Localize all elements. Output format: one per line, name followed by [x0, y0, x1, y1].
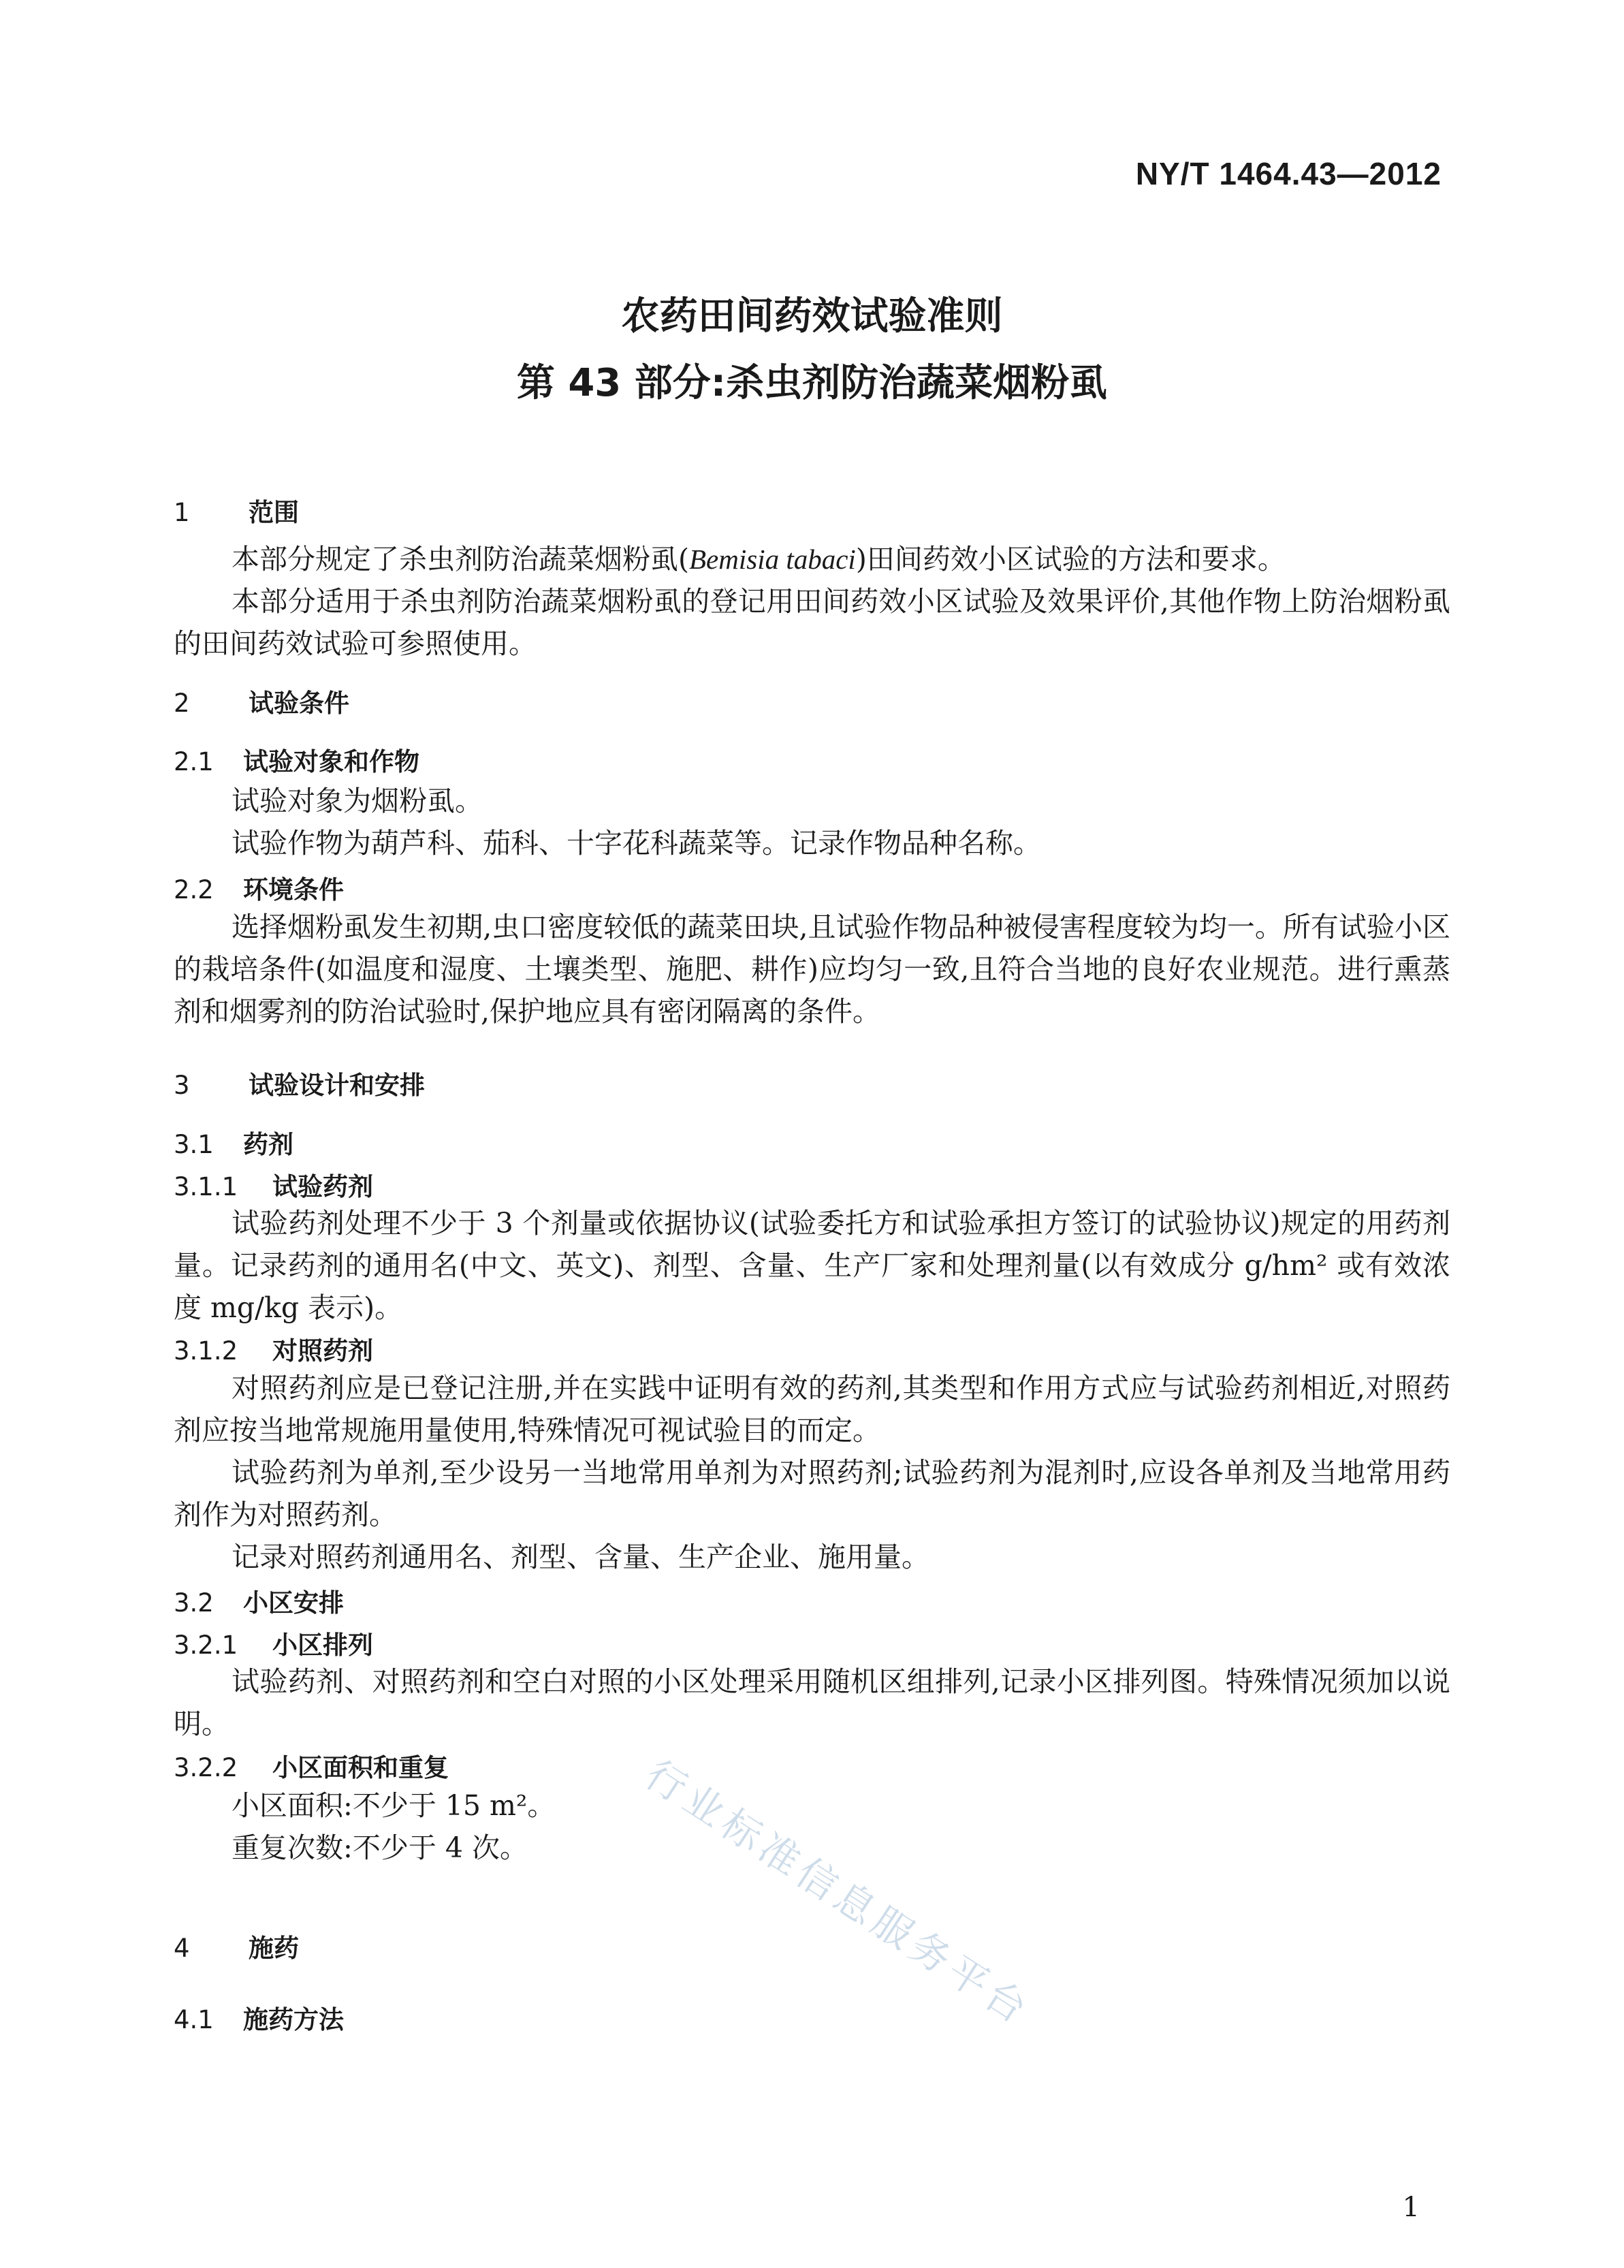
section-2-1-heading — [174, 741, 419, 778]
paragraph: 重复次数:不少于 4 次。 — [232, 1831, 528, 1864]
paragraph: 试验作物为葫芦科、茄科、十字花科蔬菜等。记录作物品种名称。 — [232, 827, 1041, 860]
section-number: 3.1 — [174, 1130, 214, 1159]
standard-code: NY/T 1464.43—2012 — [1135, 156, 1442, 191]
section-3-2-2-heading — [174, 1747, 449, 1784]
watermark: 行业标准信息服务平台 — [637, 1750, 1040, 2035]
section-title: 药剂 — [243, 1130, 293, 1159]
section-title: 试验对象和作物 — [243, 747, 419, 776]
section-3-1-1-heading — [174, 1166, 373, 1203]
section-number: 3.1.1 — [174, 1172, 238, 1201]
document-subtitle: 第 43 部分:杀虫剂防治蔬菜烟粉虱 — [516, 361, 1108, 405]
paragraph: 记录对照药剂通用名、剂型、含量、生产企业、施用量。 — [232, 1541, 929, 1573]
section-4-heading — [174, 1927, 299, 1964]
section-2-heading — [174, 682, 349, 719]
latin-name: Bemisia tabaci — [689, 544, 856, 575]
paragraph: 小区面积:不少于 15 m²。 — [232, 1789, 556, 1822]
section-number: 3 — [174, 1071, 190, 1100]
page-number: 1 — [1402, 2192, 1420, 2223]
section-title: 试验设计和安排 — [249, 1071, 425, 1100]
paragraph — [174, 538, 1450, 580]
section-4-1-heading — [174, 1999, 344, 2036]
section-number: 4.1 — [174, 2005, 214, 2034]
section-title: 小区安排 — [243, 1588, 344, 1618]
text: 本部分规定了杀虫剂防治蔬菜烟粉虱( — [232, 543, 689, 576]
section-3-1-2-heading — [174, 1330, 373, 1367]
section-title: 试验药剂 — [272, 1172, 373, 1201]
section-number: 1 — [174, 498, 190, 527]
section-3-heading — [174, 1065, 425, 1101]
section-number: 2 — [174, 689, 190, 718]
paragraph: 试验药剂处理不少于 3 个剂量或依据协议(试验委托方和试验承担方签订的试验协议)规定的用药剂量。记录药剂的通用名(中文、英文)、剂型、含量、生产厂家和处理剂量(以有效成分 g/hm² 或有效浓度 mg/kg 表示)。 — [174, 1207, 1450, 1324]
section-title: 施药方法 — [243, 2005, 344, 2034]
text: )田间药效小区试验的方法和要求。 — [855, 543, 1286, 576]
paragraph: 对照药剂应是已登记注册,并在实践中证明有效的药剂,其类型和作用方式应与试验药剂相近,对照药剂应按当地常规施用量使用,特殊情况可视试验目的而定。 — [174, 1372, 1450, 1447]
section-number: 3.1.2 — [174, 1336, 238, 1366]
section-1-heading — [174, 492, 299, 529]
section-title: 试验条件 — [249, 689, 349, 718]
section-number: 3.2 — [174, 1588, 214, 1618]
section-3-1-heading — [174, 1124, 293, 1161]
section-title: 环境条件 — [243, 875, 344, 904]
section-title: 对照药剂 — [272, 1336, 373, 1366]
paragraph: 选择烟粉虱发生初期,虫口密度较低的蔬菜田块,且试验作物品种被侵害程度较为均一。所有试验小区的栽培条件(如温度和湿度、土壤类型、施肥、耕作)应均匀一致,且符合当地的良好农业规范。进行熏蒸剂和烟雾剂的防治试验时,保护地应具有密闭隔离的条件。 — [174, 911, 1450, 1028]
section-number: 4 — [174, 1934, 190, 1963]
section-3-2-heading — [174, 1582, 344, 1619]
section-number: 3.2.1 — [174, 1631, 238, 1660]
section-3-2-1-heading — [174, 1624, 373, 1661]
section-title: 范围 — [249, 498, 299, 527]
section-number: 2.2 — [174, 875, 214, 904]
section-title: 小区排列 — [272, 1631, 373, 1660]
paragraph: 试验药剂、对照药剂和空白对照的小区处理采用随机区组排列,记录小区排列图。特殊情况须加以说明。 — [174, 1665, 1450, 1740]
document-title: 农药田间药效试验准则 — [621, 294, 1003, 338]
section-2-2-heading — [174, 869, 344, 906]
paragraph: 试验药剂为单剂,至少设另一当地常用单剂为对照药剂;试验药剂为混剂时,应设各单剂及当地常用药剂作为对照药剂。 — [174, 1456, 1450, 1531]
section-number: 3.2.2 — [174, 1753, 238, 1782]
section-number: 2.1 — [174, 747, 214, 776]
paragraph: 本部分适用于杀虫剂防治蔬菜烟粉虱的登记用田间药效小区试验及效果评价,其他作物上防治烟粉虱的田间药效试验可参照使用。 — [174, 585, 1450, 660]
section-title: 小区面积和重复 — [272, 1753, 449, 1782]
paragraph: 试验对象为烟粉虱。 — [232, 785, 483, 817]
section-title: 施药 — [249, 1934, 299, 1963]
